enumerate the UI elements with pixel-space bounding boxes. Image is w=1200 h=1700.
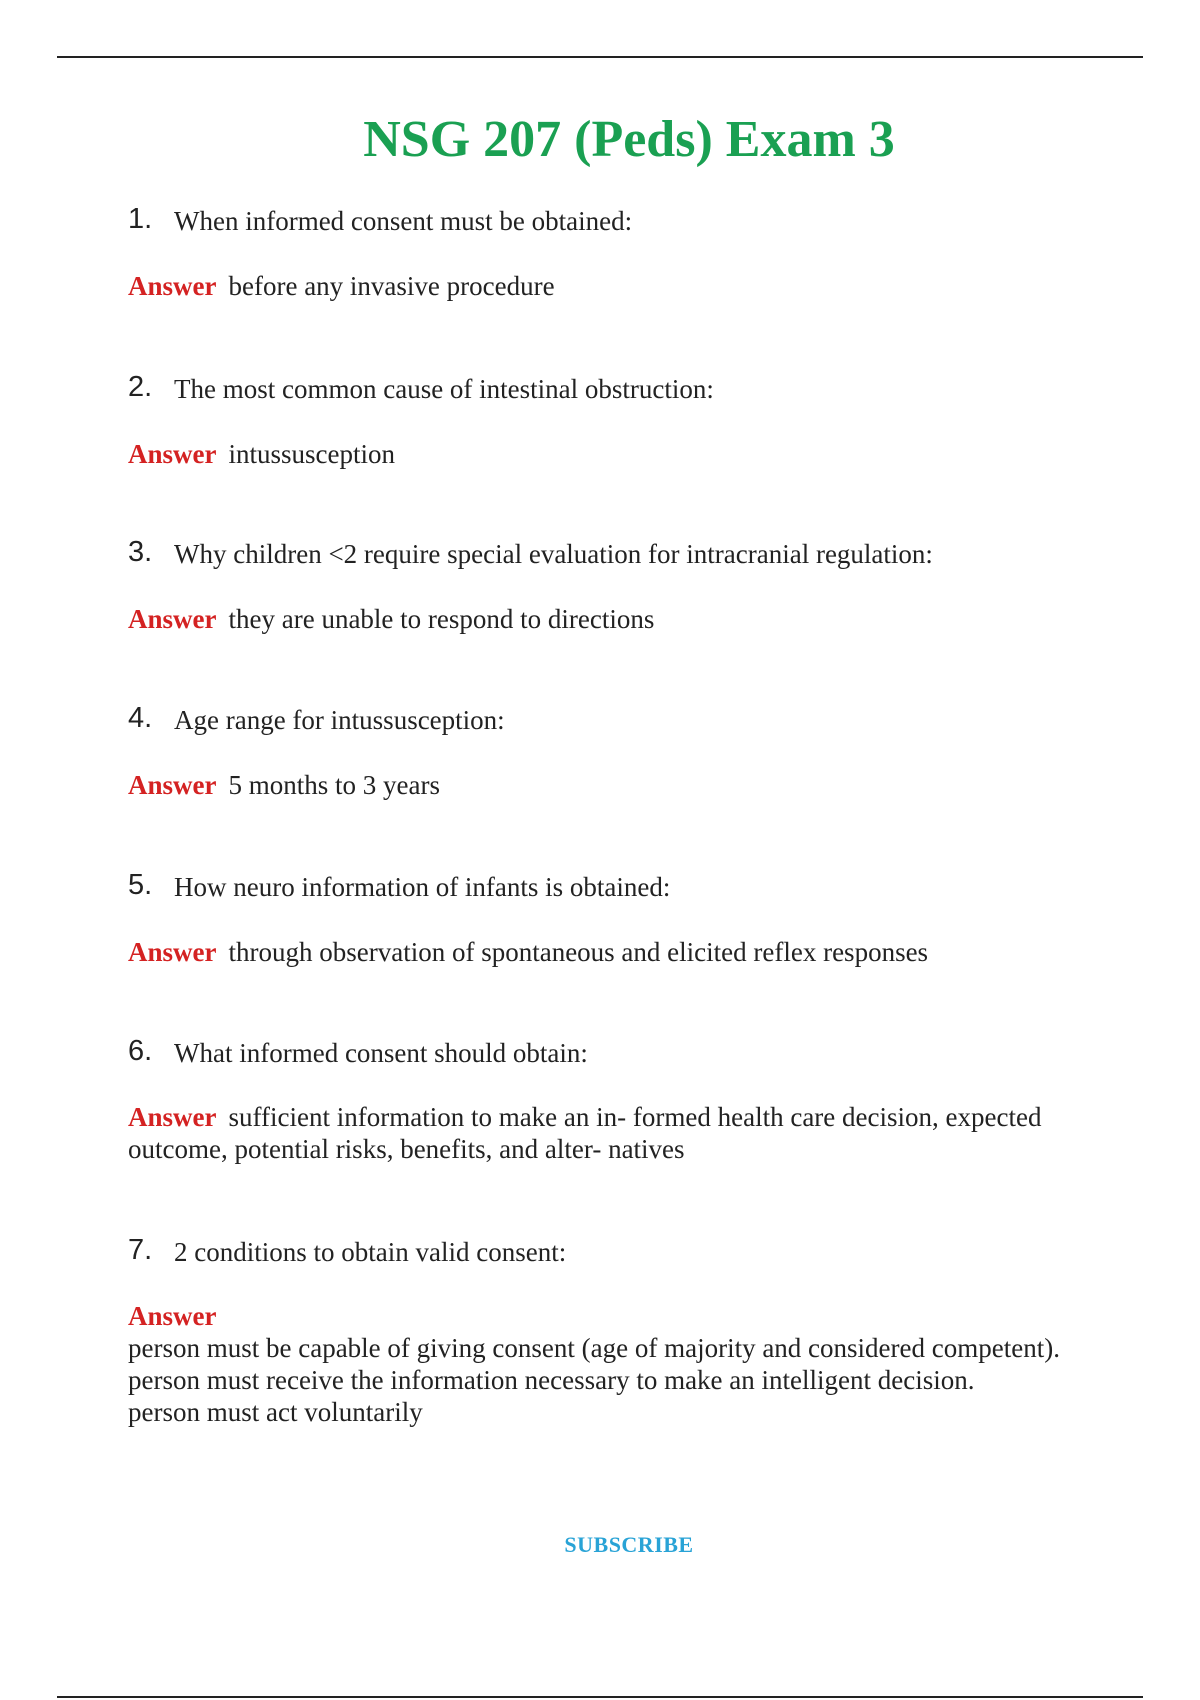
answer-label: Answer (128, 1301, 217, 1331)
answer (128, 437, 1128, 471)
answer-label: Answer (128, 937, 217, 967)
question-text: How neuro information of infants is obtained: (174, 872, 671, 902)
answer (128, 1300, 1128, 1428)
answer-text: through observation of spontaneous and elicited reflex responses (228, 937, 929, 967)
answer (128, 269, 1128, 303)
answer-text: sufficient information to make an in- formed health care decision, expected (228, 1102, 1042, 1132)
answer-line-2: outcome, potential risks, benefits, and alter- natives (128, 1134, 685, 1164)
answer-label: Answer (128, 271, 217, 301)
question-number: 6. (128, 1035, 153, 1067)
question (128, 1236, 1128, 1268)
question-text: What informed consent should obtain: (174, 1038, 588, 1068)
answer-text: 5 months to 3 years (228, 770, 440, 800)
question (128, 1037, 1128, 1069)
question (128, 704, 1128, 736)
answer-label: Answer (128, 1102, 217, 1132)
answer (128, 602, 1128, 636)
answer-text: they are unable to respond to directions (228, 604, 655, 634)
answer-text: before any invasive procedure (228, 271, 555, 301)
answer-label: Answer (128, 604, 217, 634)
question-text: Age range for intussusception: (174, 705, 505, 735)
answer-line-3: person must act voluntarily (128, 1397, 423, 1427)
qa-item-1 (128, 205, 1128, 303)
qa-item-7 (128, 1236, 1128, 1428)
question-text: 2 conditions to obtain valid consent: (174, 1237, 567, 1267)
qa-item-2 (128, 373, 1128, 471)
question-number: 5. (128, 869, 153, 901)
question-text: Why children <2 require special evaluation for intracranial regulation: (174, 539, 933, 569)
bottom-rule (57, 1696, 1143, 1698)
answer-label: Answer (128, 770, 217, 800)
question (128, 205, 1128, 237)
question-text: When informed consent must be obtained: (174, 206, 633, 236)
question (128, 373, 1128, 405)
question-number: 4. (128, 702, 153, 734)
question (128, 871, 1128, 903)
answer-line-1 (128, 1101, 1128, 1133)
answer-text: intussusception (228, 439, 395, 469)
top-rule (57, 56, 1143, 58)
subscribe-link[interactable]: SUBSCRIBE (564, 1532, 694, 1557)
question-number: 3. (128, 536, 153, 568)
question-text: The most common cause of intestinal obstruction: (174, 374, 714, 404)
qa-item-4 (128, 704, 1128, 802)
qa-item-6 (128, 1037, 1128, 1165)
qa-item-5 (128, 871, 1128, 969)
answer (128, 935, 1128, 969)
answer-line-2: person must receive the information necessary to make an intelligent decision. (128, 1365, 975, 1395)
answer (128, 1101, 1128, 1165)
question-number: 7. (128, 1234, 153, 1266)
question (128, 538, 1128, 570)
document-title: NSG 207 (Peds) Exam 3 (363, 111, 895, 168)
qa-item-3 (128, 538, 1128, 636)
answer-label: Answer (128, 439, 217, 469)
question-number: 2. (128, 371, 153, 403)
answer-line-1: person must be capable of giving consent (age of majority and considered competent). (128, 1333, 1060, 1363)
question-number: 1. (128, 203, 153, 235)
answer (128, 768, 1128, 802)
